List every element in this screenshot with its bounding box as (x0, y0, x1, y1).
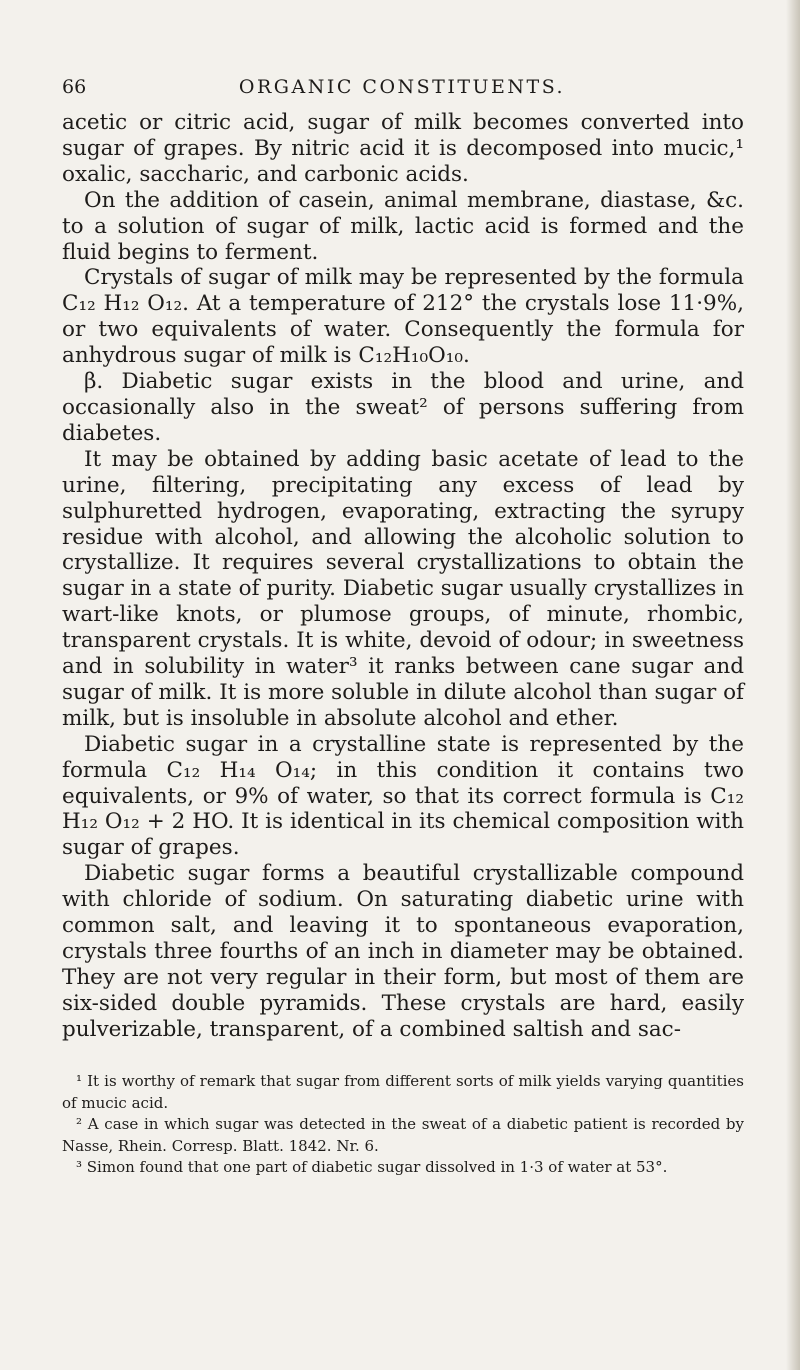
paragraph-preparation: It may be obtained by adding basic acetate of lead to the urine, filtering, precipitating any excess of lead by sulphuretted hydrogen, evaporating, extracting the syrupy residue with alcohol, and allowing the alcoholic solution to crystallize. It requires several crystallizations to obtain the sugar in a state of purity. Diabetic sugar usually crystallizes in wart-like knots, or plumose groups, of minute, rhombic, transparent crystals. It is white, devoid of odour; in sweetness and in solubility in water³ it ranks between cane sugar and sugar of milk. It is more soluble in dilute alcohol than sugar of milk, but is insoluble in absolute alcohol and ether. (62, 446, 744, 731)
page-edge-shadow (786, 0, 800, 1370)
paragraph-diabetic-sugar-intro: β. Diabetic sugar exists in the blood and urine, and occasionally also in the sweat² of persons suffering from diabetes. (62, 369, 744, 446)
page-number: 66 (62, 76, 87, 98)
paragraph-lactic-acid: On the addition of casein, animal membrane, diastase, &c. to a solution of sugar of milk, lactic acid is formed and the fluid begins to ferment. (62, 187, 744, 265)
running-head: ORGANIC CONSTITUENTS. (238, 76, 566, 98)
footnote-2: ² A case in which sugar was detected in the sweat of a diabetic patient is recorded by Nasse, Rhein. Corresp. Blatt. 1842. Nr. 6. (62, 1115, 744, 1155)
body-text (62, 110, 744, 1043)
paragraph-crystal-formula: Crystals of sugar of milk may be represented by the formula C₁₂ H₁₂ O₁₂. At a temperature of 212° the crystals lose 11·9%, or two equivalents of water. Consequently the formula for anhydrous sugar of milk is C₁₂H₁₀O₁₀. (62, 265, 744, 369)
page-header (62, 76, 742, 106)
paragraph-crystalline-formula: Diabetic sugar in a crystalline state is represented by the formula C₁₂ H₁₄ O₁₄; in this condition it contains two equivalents, or 9% of water, so that its correct formula is C₁₂ H₁₂ O₁₂ + 2 HO. It is identical in its chemical composition with sugar of grapes. (62, 731, 744, 861)
paragraph-sodium-compound: Diabetic sugar forms a beautiful crystallizable compound with chloride of sodium. On saturating diabetic urine with common salt, and leaving it to spontaneous evaporation, crystals three fourths of an inch in diameter may be obtained. They are not very regular in their form, but most of them are six-sided double pyramids. These crystals are hard, easily pulverizable, transparent, of a combined saltish and sac- (62, 861, 744, 1042)
footnote-3: ³ Simon found that one part of diabetic sugar dissolved in 1·3 of water at 53°. (76, 1158, 668, 1176)
footnotes (62, 1071, 744, 1179)
footnote-1: ¹ It is worthy of remark that sugar from different sorts of milk yields varying quantities of mucic acid. (62, 1072, 744, 1112)
paragraph-sugar-of-milk-reactions: acetic or citric acid, sugar of milk becomes converted into sugar of grapes. By nitric acid it is decomposed into mucic,¹ oxalic, saccharic, and carbonic acids. (62, 110, 744, 187)
